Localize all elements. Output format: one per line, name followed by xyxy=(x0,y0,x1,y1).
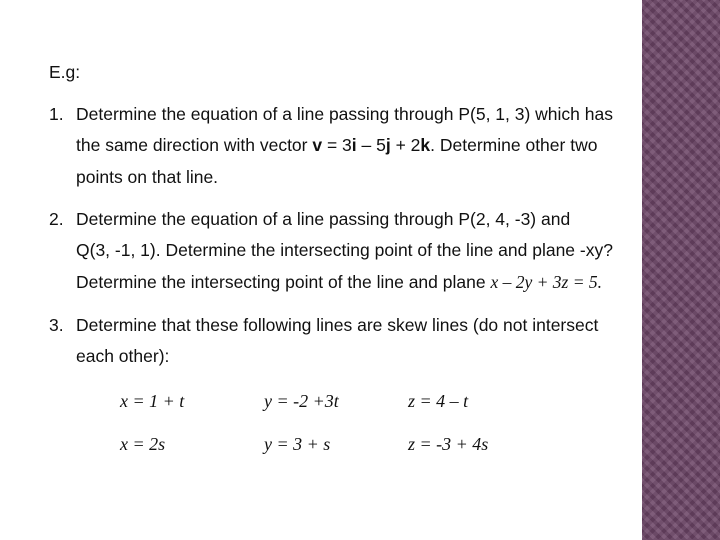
eq-line1-y: y = -2 +3t xyxy=(264,391,339,411)
heading: E.g: xyxy=(49,62,81,82)
problem-2-number: 2. xyxy=(49,209,64,229)
eq-line1-z: z = 4 – t xyxy=(408,391,469,411)
problem-1-line-3: points on that line. xyxy=(76,167,219,187)
problem-1-line-1: Determine the equation of a line passing through P(5, 1, 3) which has xyxy=(76,104,613,124)
problem-3-number: 3. xyxy=(49,315,64,335)
eq-line2-z: z = -3 + 4s xyxy=(408,434,489,454)
eq-line1-x: x = 1 + t xyxy=(120,391,185,411)
problem-3-line-1: Determine that these following lines are skew lines (do not intersect xyxy=(76,315,599,335)
problem-2-line-1: Determine the equation of a line passing through P(2, 4, -3) and xyxy=(76,209,571,229)
plane-equation: x – 2y + 3z = 5. xyxy=(490,272,603,292)
problem-3-line-2: each other): xyxy=(76,346,170,366)
problem-1-line-2: the same direction with vector v = 3i – 5j + 2k. Determine other two xyxy=(76,135,598,155)
eq-line2-x: x = 2s xyxy=(120,434,166,454)
problem-2-line-3: Determine the intersecting point of the line and plane x – 2y + 3z = 5. xyxy=(76,272,603,292)
eq-line2-y: y = 3 + s xyxy=(264,434,331,454)
problem-2-line-2: Q(3, -1, 1). Determine the intersecting point of the line and plane -xy? xyxy=(76,240,613,260)
problem-1-number: 1. xyxy=(49,104,64,124)
